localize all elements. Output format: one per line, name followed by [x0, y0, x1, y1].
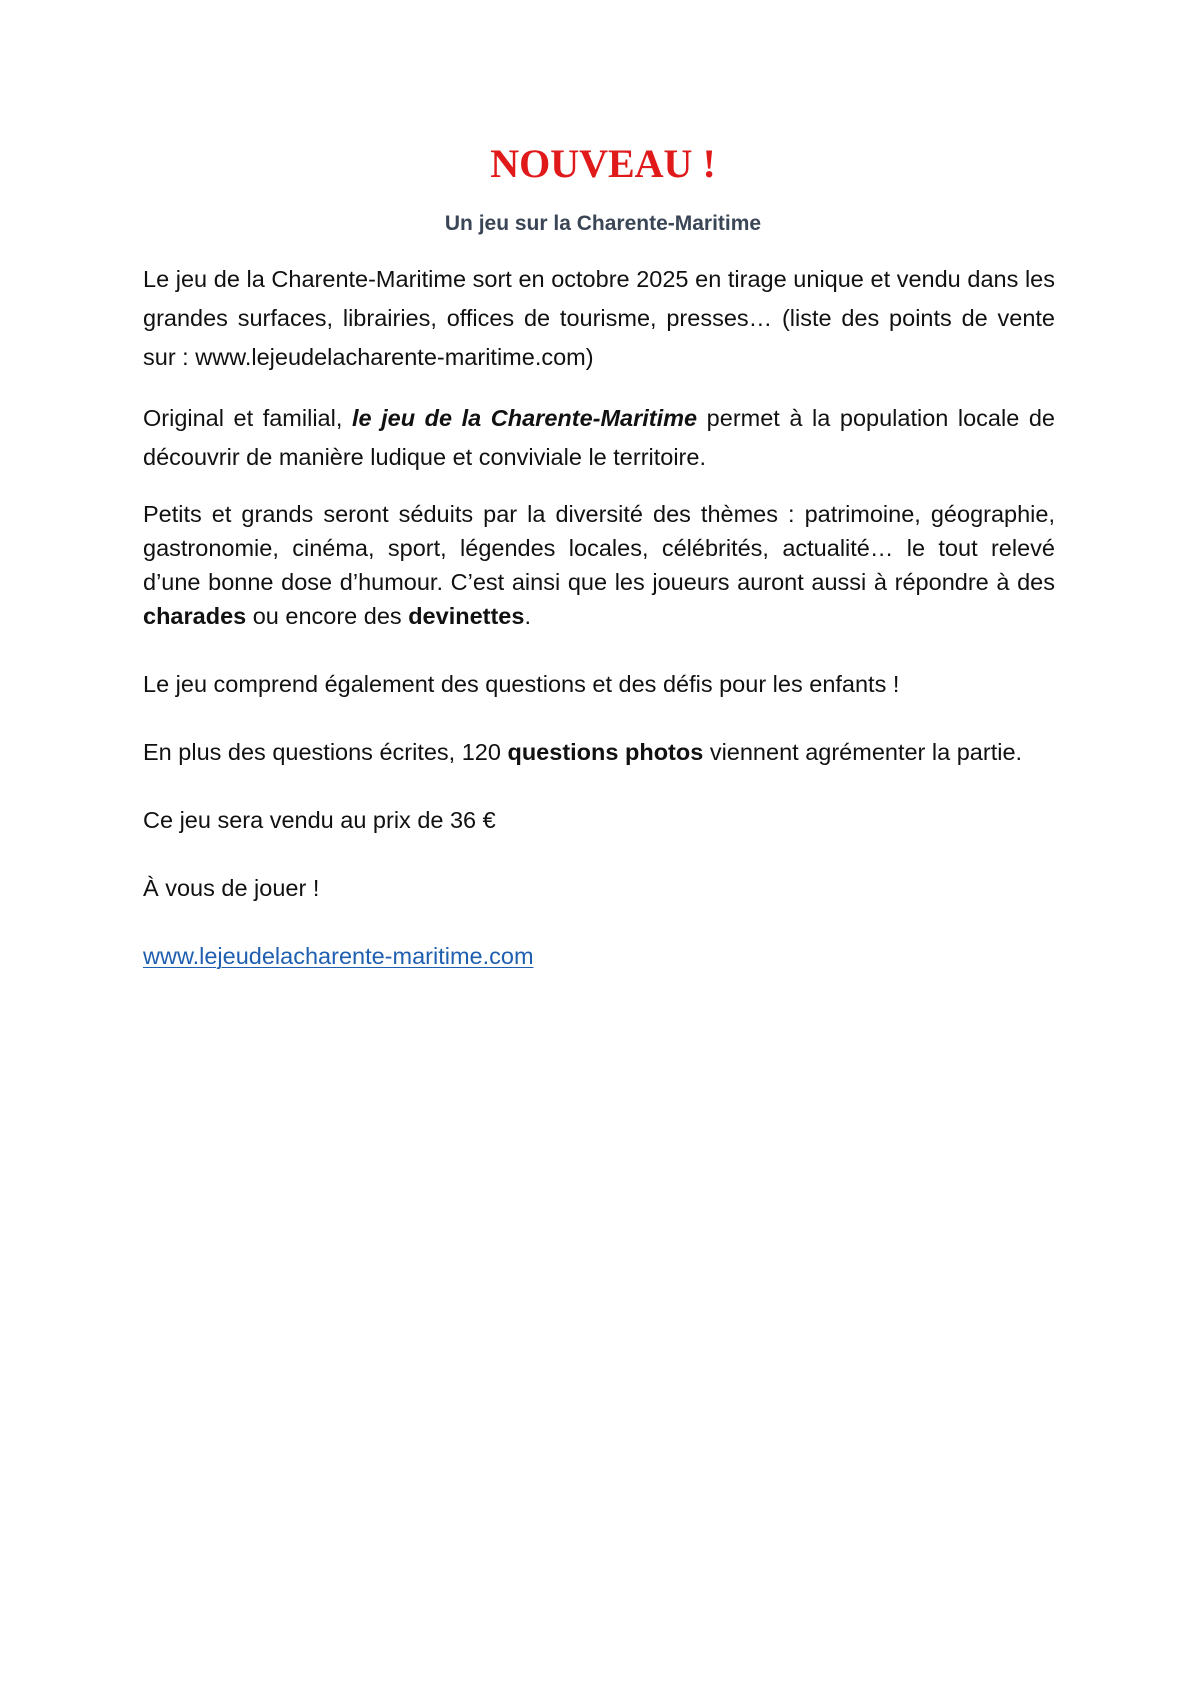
photo-questions-emphasis: questions photos	[507, 739, 704, 765]
paragraph-text: Original et familial,	[143, 405, 352, 431]
paragraph-text: permet à la population locale de découvrir de manière ludique et conviviale le territoire.	[143, 405, 1055, 470]
paragraph-text: Petits et grands seront séduits par la diversité des thèmes : patrimoine, géographie, gastronomie, cinéma, sport, légendes locales, célébrités, actualité… le tout relevé d’une bonne dose d’humour. C’est ainsi que les joueurs auront aussi à répondre à des	[143, 501, 1055, 595]
page-title: NOUVEAU !	[490, 141, 716, 186]
paragraph-text: viennent agrémenter la partie.	[703, 739, 1023, 765]
paragraph-description	[143, 399, 1055, 477]
paragraph-themes	[143, 497, 1055, 633]
paragraph-release: Le jeu de la Charente-Maritime sort en octobre 2025 en tirage unique et vendu dans les grandes surfaces, librairies, offices de tourisme, presses… (liste des points de vente sur : www.lejeudelacharente-maritime.com)	[143, 266, 1055, 370]
website-link[interactable]: www.lejeudelacharente-maritime.com	[143, 943, 534, 969]
devinettes-emphasis: devinettes	[408, 603, 525, 629]
paragraph-text: En plus des questions écrites, 120	[143, 739, 508, 765]
paragraph-text: .	[524, 603, 531, 629]
page-subtitle: Un jeu sur la Charente-Maritime	[444, 212, 762, 235]
paragraph-photo-questions	[143, 735, 1055, 769]
charades-emphasis: charades	[143, 603, 247, 629]
paragraph-price: Ce jeu sera vendu au prix de 36 €	[143, 807, 496, 833]
paragraph-text: ou encore des	[246, 603, 409, 629]
game-name-emphasis: le jeu de la Charente-Maritime	[351, 405, 698, 431]
paragraph-children: Le jeu comprend également des questions et des défis pour les enfants !	[143, 671, 900, 697]
paragraph-closing: À vous de jouer !	[143, 875, 320, 901]
document-page	[143, 140, 1055, 973]
website-line	[143, 939, 1055, 973]
